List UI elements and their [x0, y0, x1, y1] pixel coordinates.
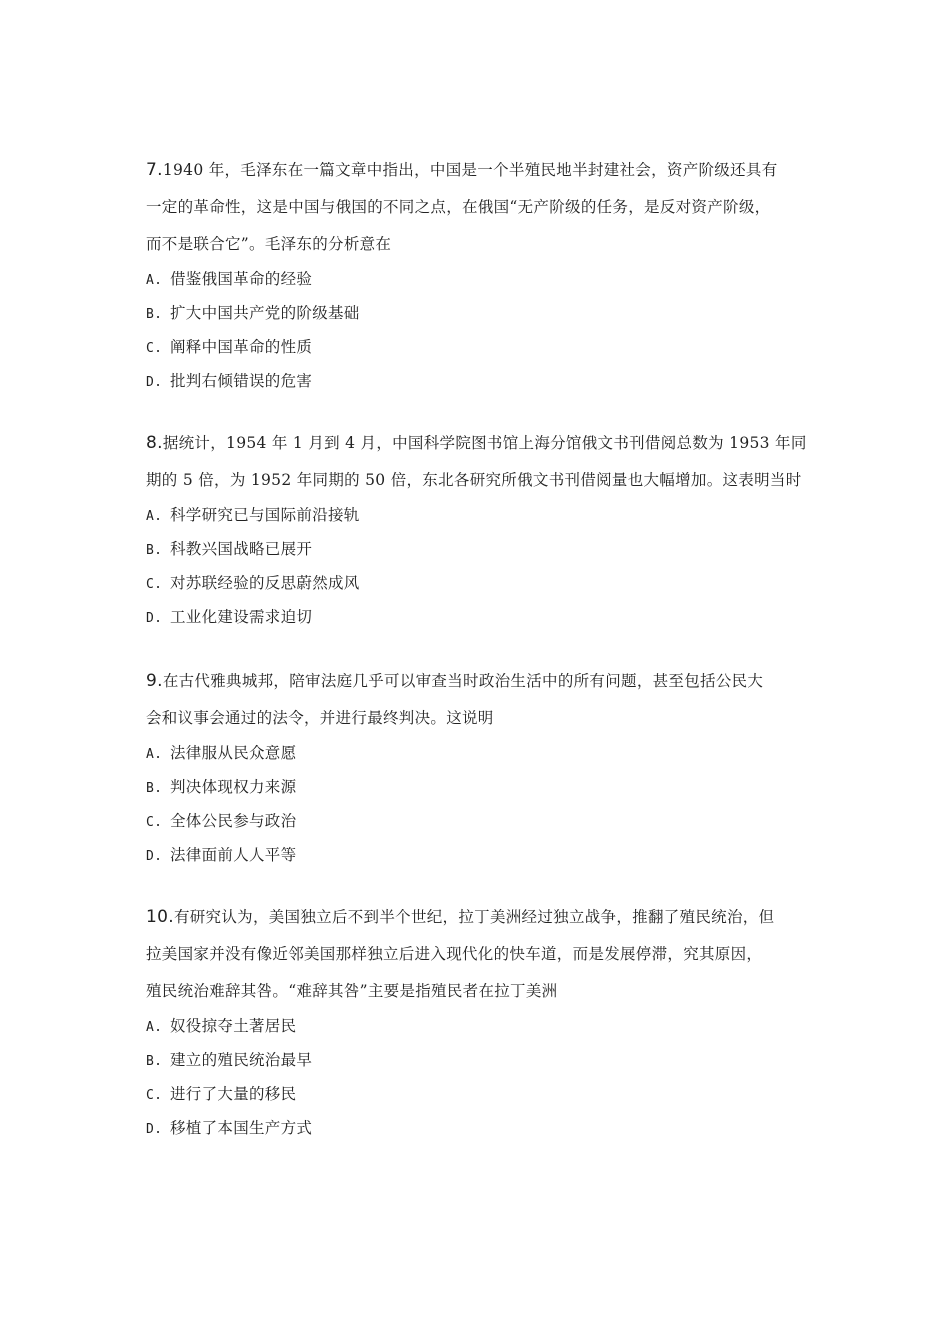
option-d[interactable] [146, 1112, 826, 1146]
option-text: 扩大中国共产党的阶级基础 [170, 304, 360, 322]
question-stem-line [146, 152, 826, 189]
option-text: 进行了大量的移民 [170, 1085, 297, 1103]
question-number: 7. [146, 160, 163, 180]
option-text: 借鉴俄国革命的经验 [170, 270, 313, 288]
option-text: 法律服从民众意愿 [170, 744, 297, 762]
option-letter: A. [146, 747, 163, 762]
question-7 [146, 152, 826, 399]
question-number: 8. [146, 433, 163, 453]
question-text: 在古代雅典城邦，陪审法庭几乎可以审查当时政治生活中的所有问题，甚至包括公民大 [162, 672, 764, 690]
option-b[interactable] [146, 533, 826, 567]
option-letter: B. [146, 781, 163, 796]
option-text: 对苏联经验的反思蔚然成风 [170, 574, 360, 592]
option-d[interactable] [146, 839, 826, 873]
question-number: 9. [146, 671, 163, 691]
option-text: 移植了本国生产方式 [170, 1119, 313, 1137]
option-text: 科教兴国战略已展开 [170, 540, 313, 558]
option-c[interactable] [146, 1078, 826, 1112]
option-a[interactable] [146, 737, 826, 771]
question-8 [146, 425, 826, 635]
option-text: 全体公民参与政治 [170, 812, 297, 830]
question-stem-line [146, 899, 826, 936]
option-letter: D. [146, 611, 163, 626]
option-letter: D. [146, 849, 163, 864]
question-10 [146, 899, 826, 1146]
question-number: 10. [146, 907, 174, 927]
option-letter: A. [146, 1020, 163, 1035]
option-letter: D. [146, 1122, 163, 1137]
question-stem-line: 一定的革命性，这是中国与俄国的不同之点，在俄国“无产阶级的任务，是反对资产阶级， [146, 198, 771, 216]
option-letter: C. [146, 341, 163, 356]
option-letter: C. [146, 1088, 163, 1103]
question-text: 1940 年，毛泽东在一篇文章中指出，中国是一个半殖民地半封建社会，资产阶级还具有 [162, 161, 778, 179]
option-b[interactable] [146, 1044, 826, 1078]
option-text: 奴役掠夺土著居民 [170, 1017, 297, 1035]
option-letter: D. [146, 375, 163, 390]
option-a[interactable] [146, 1010, 826, 1044]
question-stem-line: 会和议事会通过的法令，并进行最终判决。这说明 [146, 709, 494, 727]
option-letter: C. [146, 577, 163, 592]
option-d[interactable] [146, 365, 826, 399]
option-letter: B. [146, 543, 163, 558]
option-c[interactable] [146, 805, 826, 839]
option-c[interactable] [146, 567, 826, 601]
option-c[interactable] [146, 331, 826, 365]
question-stem-line: 而不是联合它”。毛泽东的分析意在 [146, 235, 392, 253]
option-text: 阐释中国革命的性质 [170, 338, 313, 356]
question-stem-line [146, 663, 826, 700]
option-d[interactable] [146, 601, 826, 635]
option-b[interactable] [146, 297, 826, 331]
question-text: 据统计，1954 年 1 月到 4 月，中国科学院图书馆上海分馆俄文书刊借阅总数为 1953 年同 [162, 434, 807, 452]
question-text: 有研究认为，美国独立后不到半个世纪，拉丁美洲经过独立战争，推翻了殖民统治，但 [173, 908, 775, 926]
option-text: 判决体现权力来源 [170, 778, 297, 796]
option-text: 法律面前人人平等 [170, 846, 297, 864]
option-letter: B. [146, 1054, 163, 1069]
option-text: 建立的殖民统治最早 [170, 1051, 313, 1069]
option-letter: B. [146, 307, 163, 322]
option-text: 科学研究已与国际前沿接轨 [170, 506, 360, 524]
question-stem-line: 期的 5 倍，为 1952 年同期的 50 倍，东北各研究所俄文书刊借阅量也大幅增加。这表明当时 [146, 471, 802, 489]
option-letter: A. [146, 273, 163, 288]
option-b[interactable] [146, 771, 826, 805]
option-a[interactable] [146, 499, 826, 533]
option-letter: C. [146, 815, 163, 830]
question-stem-line [146, 425, 826, 462]
question-9 [146, 663, 826, 873]
option-letter: A. [146, 509, 163, 524]
question-stem-line: 殖民统治难辞其咎。“难辞其咎”主要是指殖民者在拉丁美洲 [146, 982, 558, 1000]
option-a[interactable] [146, 263, 826, 297]
question-stem-line: 拉美国家并没有像近邻美国那样独立后进入现代化的快车道，而是发展停滞，究其原因， [146, 945, 763, 963]
option-text: 批判右倾错误的危害 [170, 372, 313, 390]
option-text: 工业化建设需求迫切 [170, 608, 313, 626]
